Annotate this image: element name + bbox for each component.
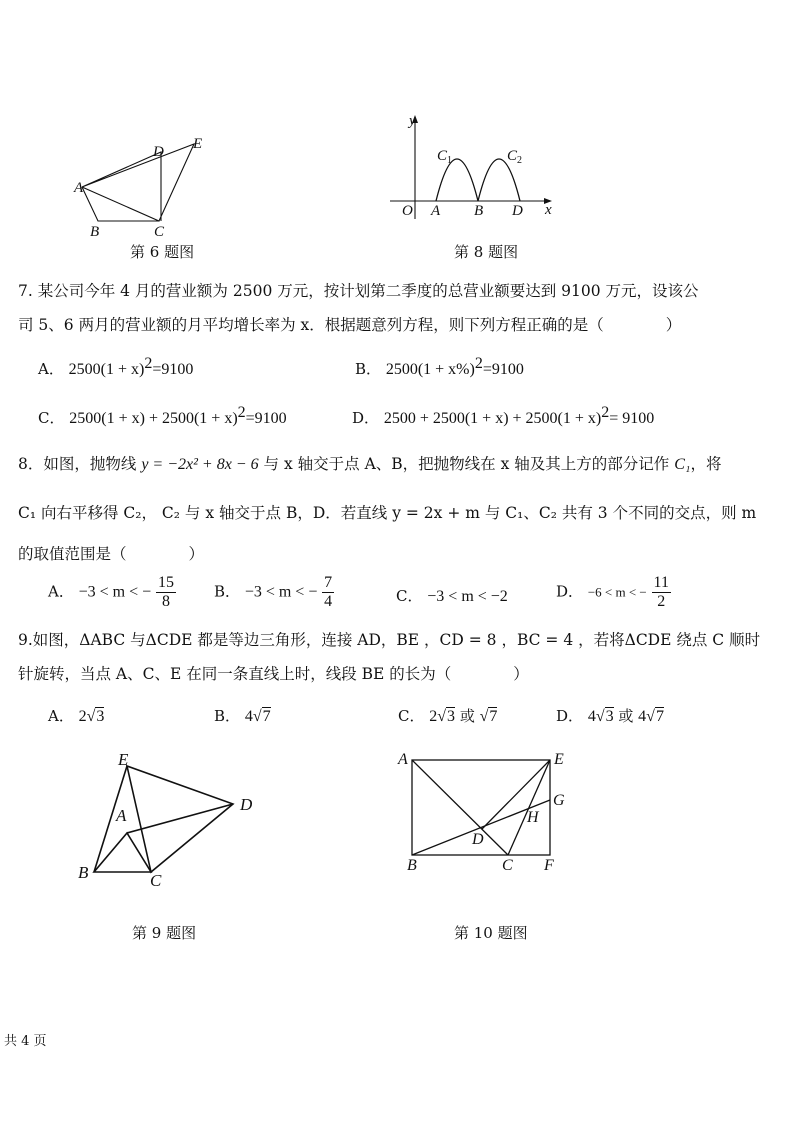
q7-option-b-expr: 2500(1 + x%) [385, 361, 475, 378]
q8-option-d-den: 2 [657, 593, 666, 610]
q7-option-d-exp: 2 [601, 404, 610, 421]
q8-option-d-expr: −6 < m < − [587, 584, 647, 600]
fig8-caption: 第 8 题图 [454, 243, 519, 261]
q9-option-d[interactable]: D． 4√3 或 4√7 [556, 707, 664, 725]
fig9-label-d: D [240, 795, 253, 814]
q8-line1-equation: y = −2x² + 8x − 6 [141, 456, 259, 473]
figure-10 [398, 750, 578, 875]
q8-option-b-label: B． [214, 582, 241, 601]
q7-option-b-rhs: =9100 [482, 361, 524, 378]
q9-option-a-label: A． [48, 707, 74, 725]
q9-option-b-label: B． [214, 707, 241, 725]
q9-option-d-radicand2: 7 [655, 708, 664, 725]
q7-option-a-expr: 2500(1 + x) [68, 361, 145, 378]
q9-option-d-coef2: 4 [638, 708, 647, 725]
q7-option-c-rhs: =9100 [245, 410, 287, 427]
fig6-label-a: A [74, 180, 84, 196]
fig8-label-d: D [512, 203, 523, 219]
q9-option-d-label: D． [556, 707, 584, 725]
q8-option-a-den: 8 [161, 593, 170, 610]
fig10-label-c: C [502, 857, 513, 874]
fig10-caption: 第 10 题图 [454, 924, 528, 942]
q9-option-b-radicand: 7 [262, 708, 271, 725]
q7-option-d-rhs: = 9100 [609, 410, 655, 427]
q8-option-d-num: 11 [653, 574, 669, 591]
q7-option-c-label: C． [38, 409, 65, 427]
fig10-label-b: B [407, 857, 417, 874]
fig10-label-h: H [527, 809, 539, 826]
q7-option-c[interactable] [38, 404, 287, 428]
figure-8 [390, 115, 570, 230]
q9-option-a[interactable]: A． 2√3 [48, 707, 105, 725]
fig8-label-x: x [545, 202, 552, 218]
q9-option-c-coef: 2 [429, 708, 438, 725]
q9-option-c-or: 或 [459, 707, 475, 725]
q7-option-d-label: D． [352, 409, 380, 427]
figure-9 [70, 748, 270, 893]
q7-option-a-label: A． [38, 360, 64, 378]
q9-option-b[interactable]: B． 4√7 [214, 707, 271, 725]
fig10-label-e: E [554, 751, 564, 768]
fig10-label-f: F [544, 857, 554, 874]
q9-option-c-label: C． [398, 707, 425, 725]
q9-option-c-radicand2: 7 [489, 708, 498, 725]
q8-option-c-label: C． [396, 587, 423, 605]
fig8-label-c2-sub: 2 [517, 155, 522, 166]
fig9-label-e: E [118, 750, 129, 769]
fig8-label-o: O [402, 203, 413, 219]
fig9-label-c: C [150, 871, 162, 890]
q8-option-a[interactable] [48, 575, 176, 610]
q8-option-a-label: A． [48, 582, 74, 601]
q7-option-d-expr: 2500 + 2500(1 + x) + 2500(1 + x) [383, 410, 602, 427]
q7-option-b-label: B． [355, 360, 382, 378]
q9-option-d-coef: 4 [587, 708, 596, 725]
q9-option-d-radicand: 3 [605, 708, 614, 725]
fig6-label-e: E [193, 136, 203, 152]
q8-line1-d: ，将 [690, 455, 722, 473]
q9-option-b-coef: 4 [244, 708, 253, 725]
q8-line1-a: 8．如图，抛物线 [18, 455, 137, 473]
fig8-label-c2: C [507, 148, 518, 164]
page-count: 共 4 页 [4, 1034, 47, 1049]
fig9-label-b: B [78, 863, 89, 882]
q8-option-b-den: 4 [324, 593, 333, 610]
fig9-label-a: A [116, 806, 127, 825]
fig6-label-b: B [90, 224, 100, 240]
q8-option-d-label: D． [556, 582, 584, 601]
figure-6 [60, 130, 220, 240]
q9-option-a-radicand: 3 [96, 708, 105, 725]
q7-line1: 7. 某公司今年 4 月的营业额为 2500 万元，按计划第二季度的总营业额要达到 9100 万元，设该公 [18, 282, 699, 300]
q7-option-c-exp: 2 [237, 404, 246, 421]
q8-option-a-num: 15 [157, 574, 174, 591]
q9-line2: 针旋转，当点 A、C、E 在同一条直线上时，线段 BE 的长为（ ） [18, 665, 529, 683]
fig10-label-a: A [398, 751, 408, 768]
q8-option-d[interactable] [556, 575, 671, 610]
fig8-label-b: B [474, 203, 484, 219]
q8-line2: C₁ 向右平移得 C₂， C₂ 与 x 轴交于点 B，D．若直线 y = 2x + m 与 C₁、C₂ 共有 3 个不同的交点，则 m [18, 504, 757, 522]
fig6-caption: 第 6 题图 [130, 243, 195, 261]
q8-option-b[interactable] [214, 575, 334, 610]
q7-option-a-exp: 2 [144, 355, 153, 372]
fig8-label-c1: C [437, 148, 448, 164]
q7-option-b-exp: 2 [474, 355, 483, 372]
fig10-label-d: D [472, 831, 484, 848]
q8-option-b-expr: −3 < m < − [244, 583, 318, 601]
q8-option-b-num: 7 [324, 574, 333, 591]
q8-option-a-expr: −3 < m < − [78, 583, 152, 601]
q7-option-c-expr: 2500(1 + x) + 2500(1 + x) [69, 410, 238, 427]
q9-option-a-coef: 2 [78, 708, 87, 725]
q7-option-b[interactable] [355, 355, 524, 379]
fig10-label-g: G [553, 792, 565, 809]
q8-line3: 的取值范围是（ ） [18, 545, 205, 563]
fig6-label-d: D [153, 144, 164, 160]
q7-line2: 司 5、6 两月的营业额的月平均增长率为 x．根据题意列方程，则下列方程正确的是（ ） [18, 316, 682, 334]
q7-option-a-rhs: =9100 [152, 361, 194, 378]
q9-option-c[interactable]: C． 2√3 或 √7 [398, 707, 498, 725]
q7-option-d[interactable] [352, 404, 654, 428]
fig9-caption: 第 9 题图 [132, 924, 197, 942]
q7-option-a[interactable] [38, 355, 193, 379]
q8-option-c-expr: −3 < m < −2 [427, 588, 508, 605]
fig6-label-c: C [154, 224, 165, 240]
q9-line1: 9.如图，ΔABC 与ΔCDE 都是等边三角形，连接 AD，BE ，CD = 8 ，BC = 4 ，若将ΔCDE 绕点 C 顺时 [18, 631, 761, 649]
fig8-label-c1-sub: 1 [447, 155, 452, 166]
q9-option-d-or: 或 [618, 707, 634, 725]
q8-line1 [18, 452, 721, 474]
q9-option-c-radicand: 3 [447, 708, 456, 725]
fig8-label-a: A [431, 203, 441, 219]
fig8-label-y: y [409, 113, 416, 129]
q8-line1-b: 与 x 轴交于点 A、B，把抛物线在 x 轴及其上方的部分记作 [263, 455, 670, 473]
q8-option-c[interactable] [396, 585, 508, 606]
q8-line1-c1: C₁ [674, 456, 691, 473]
